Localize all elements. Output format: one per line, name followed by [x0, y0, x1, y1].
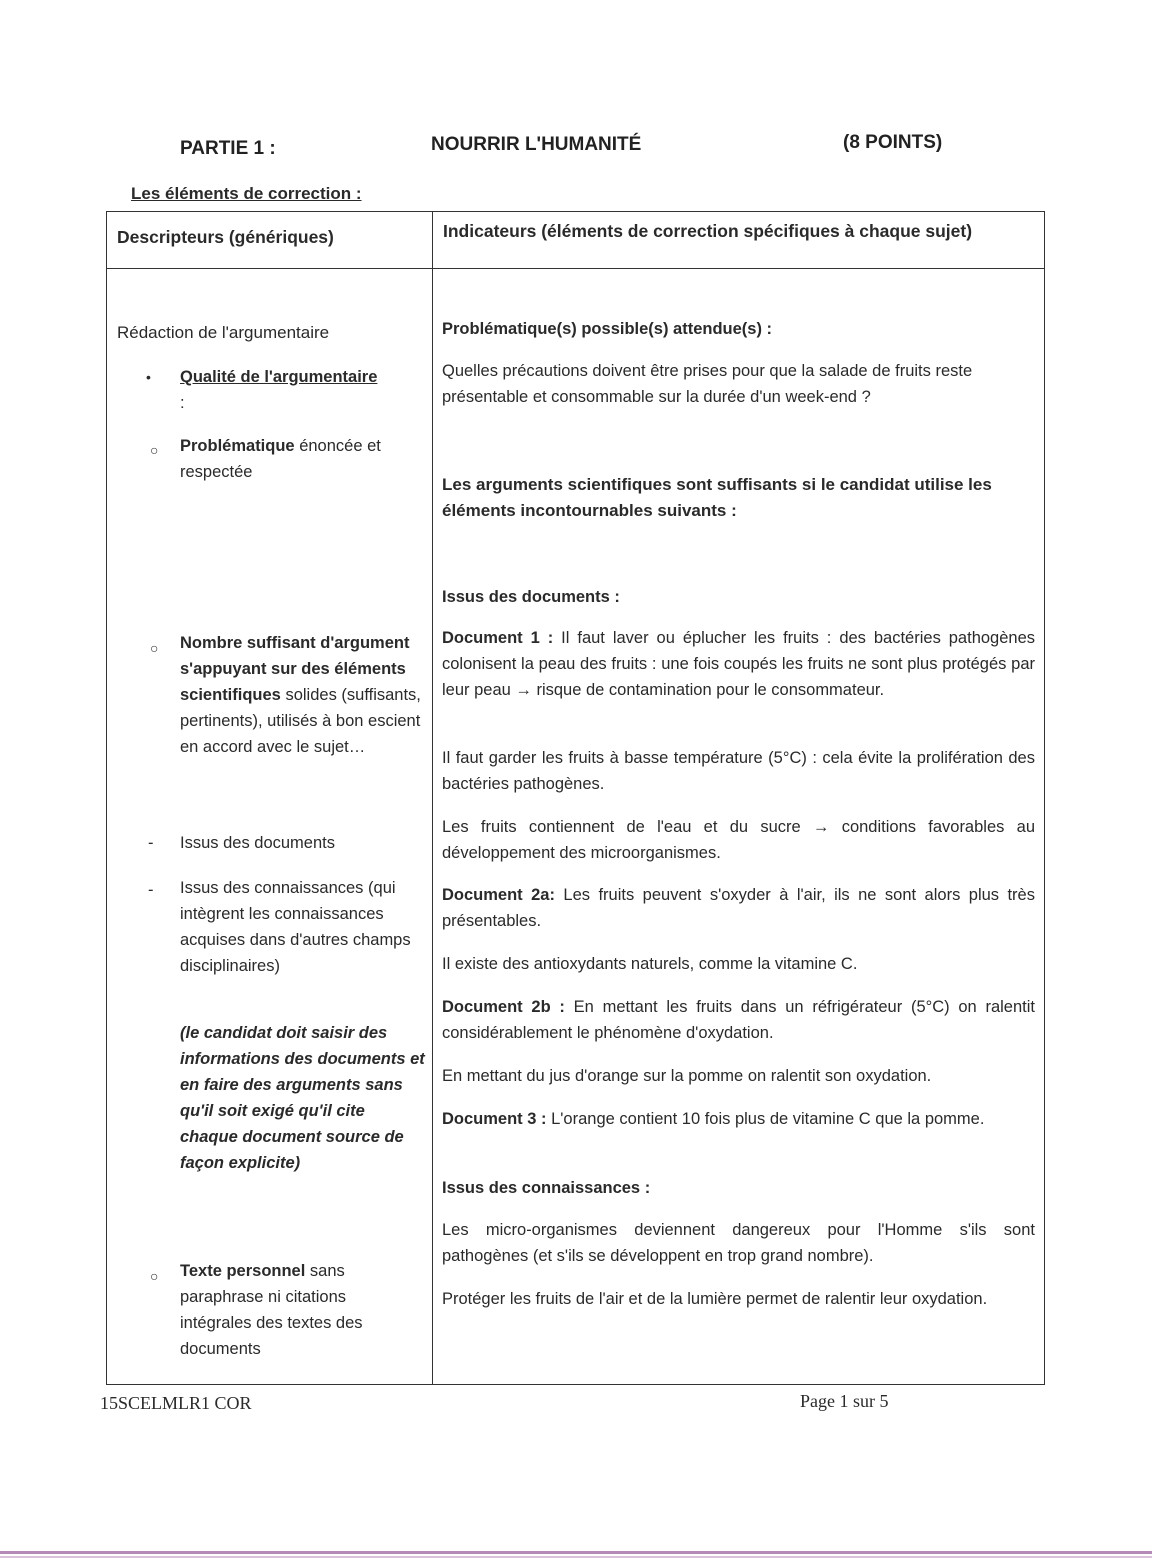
col2-header: Indicateurs (éléments de correction spécifiques à chaque sujet) — [443, 221, 973, 241]
qualite-colon: : — [180, 394, 185, 412]
part-label: PARTIE 1 : — [180, 138, 276, 159]
doc3-label: Document 3 : — [442, 1110, 547, 1128]
doc2b-text: En mettant les fruits dans un réfrigérateur (5°C) on ralentit considérablement le phénomène d'oxydation. — [442, 998, 1035, 1042]
dash-icon: - — [148, 834, 154, 852]
doc1-text: Il faut laver ou éplucher les fruits : des bactéries pathogènes colonisent la peau des fruits : une fois coupés les fruits ne sont plus protégés par leur peau → risque de contamination pour le consommateur. — [442, 629, 1036, 699]
doc2b-paragraph-2: En mettant du jus d'orange sur la pomme on ralentit son oxydation. — [442, 1067, 932, 1085]
points-label: (8 POINTS) — [843, 132, 943, 153]
doc2b-paragraph — [442, 994, 1035, 1046]
doc2a-paragraph-2: Il existe des antioxydants naturels, comme la vitamine C. — [442, 955, 858, 973]
texte-bold: Texte personnel — [180, 1262, 306, 1280]
problematique-title: Problématique(s) possible(s) attendue(s) : — [442, 320, 773, 338]
column-divider — [432, 211, 433, 1385]
dash-icon: - — [148, 881, 154, 899]
doc1-paragraph-2: Il faut garder les fruits à basse température (5°C) : cela évite la prolifération des bactéries pathogènes. — [442, 749, 1035, 793]
section-subtitle: Les éléments de correction : — [131, 184, 362, 203]
issus-conn-item: Issus des connaissances (qui intègrent les connaissances acquises dans d'autres champs disciplinaires) — [180, 879, 411, 975]
doc2a-label: Document 2a: — [442, 886, 555, 904]
doc1-paragraph-3: Les fruits contiennent de l'eau et du sucre → conditions favorables au développement des microorganismes. — [442, 818, 1035, 862]
nombre-bold: Nombre suffisant d'argument s'appuyant sur des éléments scientifiques — [180, 634, 410, 704]
issus-conn-title: Issus des connaissances : — [442, 1179, 651, 1197]
doc1-label: Document 1 : — [442, 629, 554, 647]
redaction-heading: Rédaction de l'argumentaire — [117, 323, 330, 342]
page-number: Page 1 sur 5 — [800, 1391, 889, 1411]
circle-bullet-icon: ○ — [150, 640, 159, 656]
document-code: 15SCELMLR1 COR — [100, 1393, 252, 1413]
conn-paragraph-2: Protéger les fruits de l'air et de la lumière permet de ralentir leur oxydation. — [442, 1290, 988, 1308]
issus-docs-title: Issus des documents : — [442, 588, 620, 606]
problematique-question: Quelles précautions doivent être prises pour que la salade de fruits reste présentable et consommable sur la durée d'un week-end ? — [442, 362, 973, 406]
problematique-item — [180, 433, 425, 485]
arguments-statement: Les arguments scientifiques sont suffisants si le candidat utilise les éléments incontournables suivants : — [442, 475, 992, 520]
problematique-rest: énoncée et respectée — [180, 437, 381, 481]
bullet-icon: • — [146, 369, 151, 385]
circle-bullet-icon: ○ — [150, 442, 159, 458]
circle-bullet-icon: ○ — [150, 1268, 159, 1284]
texte-item — [180, 1258, 410, 1362]
header-divider — [106, 268, 1045, 269]
doc3-paragraph — [442, 1106, 1035, 1132]
doc3-text: L'orange contient 10 fois plus de vitamine C que la pomme. — [546, 1110, 985, 1128]
qualite-label: Qualité de l'argumentaire — [180, 368, 378, 386]
texte-rest: sans paraphrase ni citations intégrales des textes des documents — [180, 1262, 363, 1358]
doc1-paragraph — [442, 625, 1035, 703]
doc2a-paragraph — [442, 882, 1035, 934]
col1-header: Descripteurs (génériques) — [117, 227, 334, 247]
conn-paragraph-1: Les micro-organismes deviennent dangereux pour l'Homme s'ils sont pathogènes (et s'ils se développent en trop grand nombre). — [442, 1221, 1035, 1265]
qualite-item — [180, 364, 380, 416]
page-title: NOURRIR L'HUMANITÉ — [431, 134, 642, 155]
problematique-bold: Problématique — [180, 437, 295, 455]
doc2b-label: Document 2b : — [442, 998, 565, 1016]
bottom-border — [0, 1551, 1152, 1554]
nombre-rest: solides (suffisants, pertinents), utilisés à bon escient en accord avec le sujet… — [180, 686, 421, 756]
issus-docs-item: Issus des documents — [180, 834, 335, 852]
doc2a-text: Les fruits peuvent s'oxyder à l'air, ils ne sont alors plus très présentables. — [442, 886, 1035, 930]
bottom-border-shadow — [0, 1556, 1152, 1558]
nombre-item — [180, 630, 425, 760]
candidate-note: (le candidat doit saisir des informations des documents et en faire des arguments sans qu'il soit exigé qu'il cite chaque document source de façon explicite) — [180, 1024, 425, 1172]
